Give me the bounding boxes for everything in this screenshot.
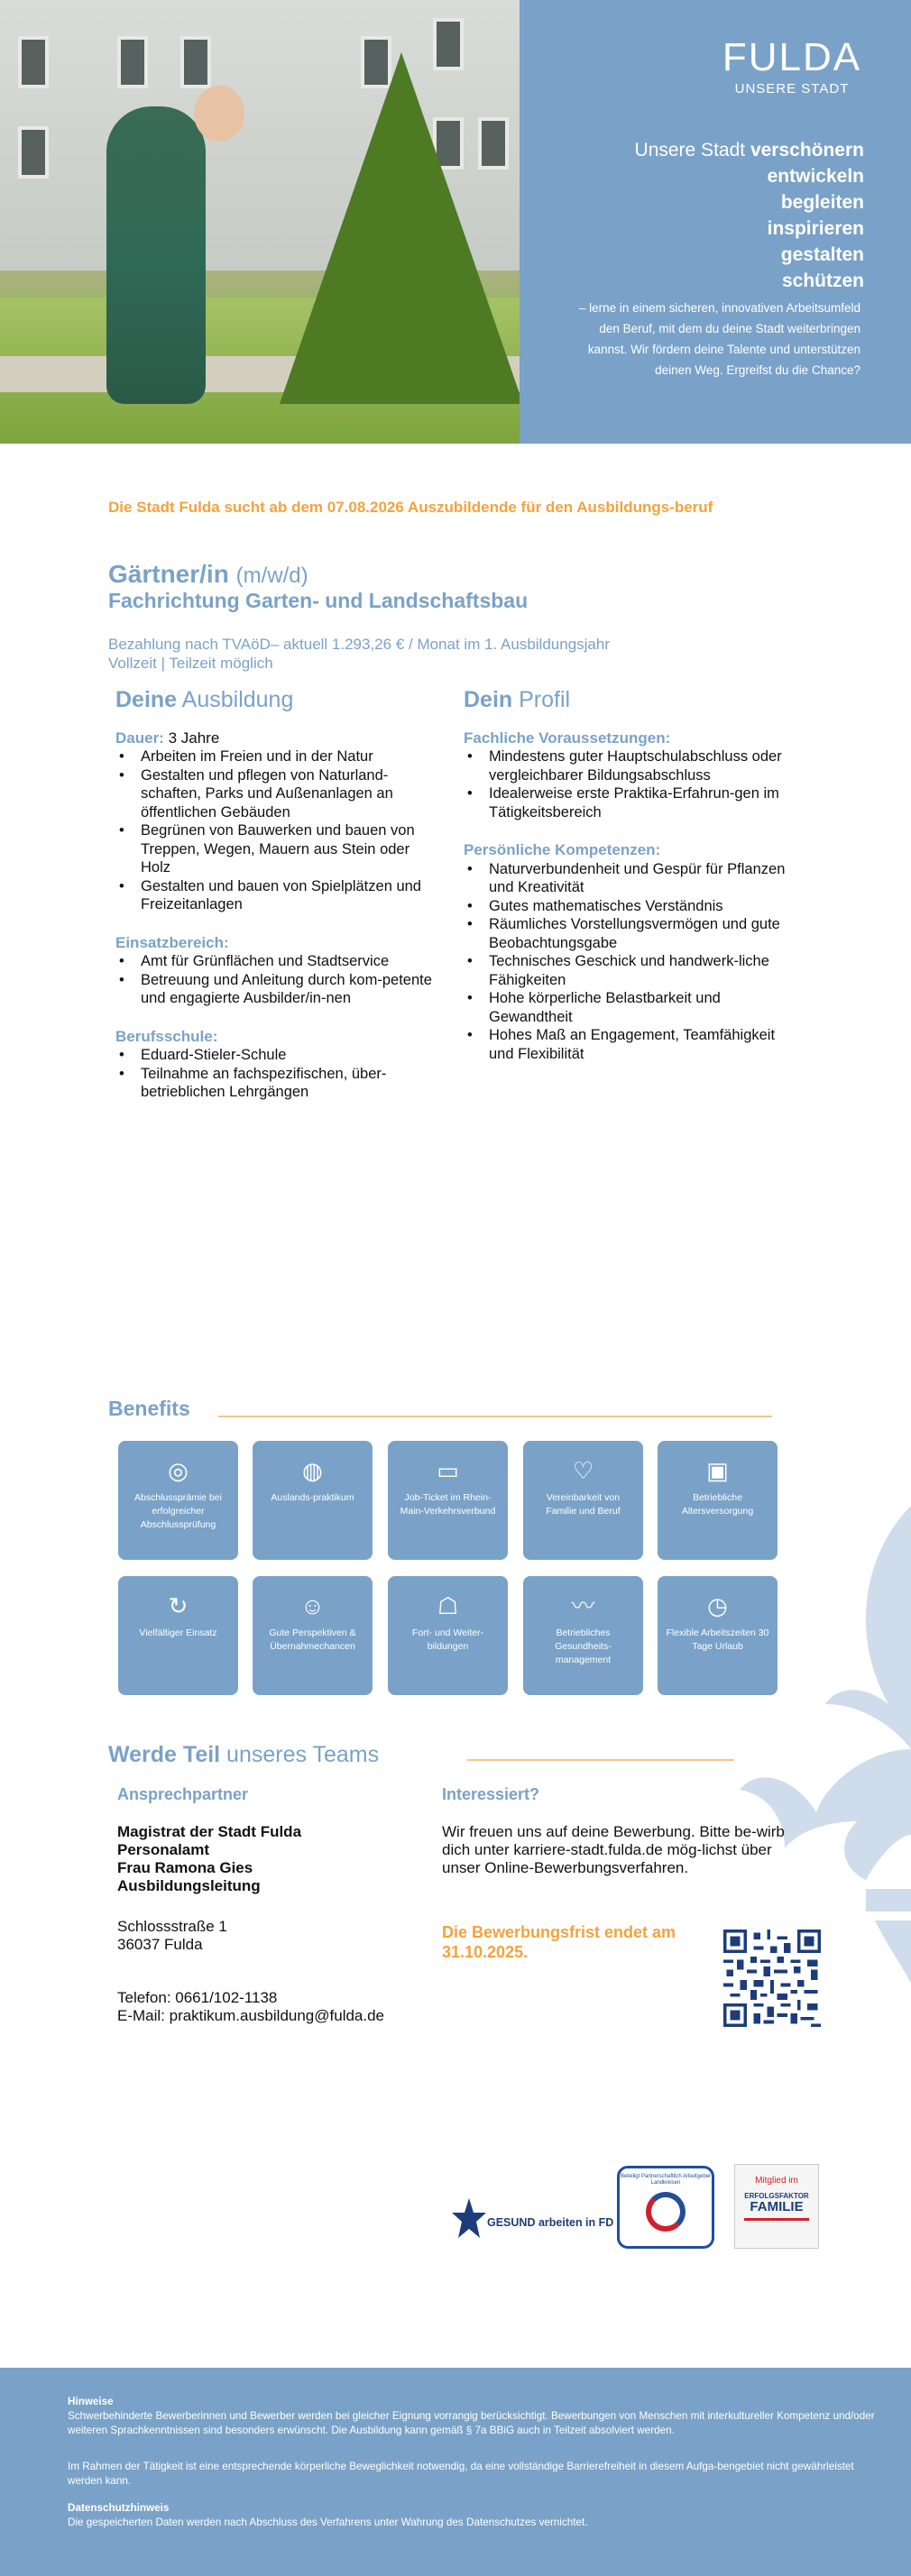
profil-heading: Dein Profil [464,687,571,712]
coin-stack-icon: ◎ [168,1457,189,1484]
ausbildung-heading: Deine Ausbildung [115,687,294,712]
list-item: • Mindestens guter Hauptschulabschluss oder vergleichbarer Bildungsabschluss [464,747,788,784]
presentation-icon: ☖ [437,1592,459,1619]
contact-organisation: Magistrat der Stadt Fulda Personalamt Frau Ramona Gies Ausbildungsleitung [117,1823,302,1894]
list-item: • Begrünen von Bauwerken und bauen von Treppen, Wegen, Mauern aus Stein oder Holz [115,821,440,877]
money-icon: ▣ [706,1457,729,1484]
application-deadline: Die Bewerbungsfrist endet am 31.10.2025. [442,1923,676,1961]
smiley-icon: ☺ [300,1592,325,1619]
benefits-heading: Benefits [108,1397,190,1420]
schule-label: Berufsschule: [115,1027,218,1045]
team-heading: Werde Teil unseres Teams [108,1742,380,1767]
pers-list [464,860,788,1064]
dauer-label: Dauer: 3 Jahre [115,729,220,747]
footer-notes: Hinweise Schwerbehinderte Bewerberinnen und Bewerber werden bei gleicher Eignung vorrangig berücksichtigt. Bewerbungen von Menschen mit interkultureller Kompetenz und/oder weiteren Sprachkenntnissen sind besonders erwünscht. Die Ausbildung kann gemäß § 7a BBiG auch in Teilzeit absolviert werden. Im Rahmen der Tätigkeit ist eine entsprechende körperliche Beweglichkeit notwendig, da eine vollständige Barrierefreiheit in diesem Aufga-bengebiet nicht gewährleistet werden kann. Datenschutzhinweis Die gespeicherten Daten werden nach Abschluss des Verfahrens unter Wahrung des Datenschutzes vernichtet. [0,2368,911,2576]
benefit-tile: ♡ Vereinbarkeit von Familie und Beruf [523,1441,643,1560]
ticket-icon: ▭ [437,1457,459,1484]
rotation-360-icon: ↻ [168,1592,189,1619]
benefit-tile: ☖ Fort- und Weiter-bildungen [388,1576,508,1695]
datenschutz-heading: Datenschutzhinweis [68,2502,170,2514]
list-item: • Idealerweise erste Praktika-Erfahrun-gen im Tätigkeitsbereich [464,784,788,821]
list-item: • Arbeiten im Freien und in der Natur [115,747,440,766]
hero-panel [520,0,911,444]
benefit-tile: ▣ Betriebliche Altersversorgung [658,1441,778,1560]
benefit-tile: ↻ Vielfältiger Einsatz [118,1576,238,1695]
hero-photo-gardener [0,0,520,444]
qr-code[interactable] [723,1930,821,2027]
dauer-list [115,747,440,914]
job-announcement: Die Stadt Fulda sucht ab dem 07.08.2026 Auszubildende für den Ausbildungs-beruf [108,499,713,516]
globe-icon: ◍ [302,1457,323,1484]
fach-list [464,747,788,821]
heartbeat-icon: 〰 [571,1592,595,1619]
hero-intro: – lerne in einem sicheren, innovativen Arbeitsumfeld den Beruf, mit dem du deine Stadt weiterbringen kannst. Wir fördern deine Talente und unterstützen deinen Weg. Ergreifst du die Chance? [578,301,860,377]
pers-label: Persönliche Kompetenzen: [464,841,661,858]
ausbildung-column [115,687,440,1102]
fulda-logo: FULDA UNSERE STADT [722,35,862,96]
list-item: • Hohe körperliche Belastbarkeit und Gewandtheit [464,989,788,1026]
hero-tagline: Unsere Stadt verschönern entwickeln begleiten inspirieren gestalten schützen [634,140,864,291]
list-item: • Räumliches Vorstellungsvermögen und gute Beobachtungsgabe [464,915,788,952]
topiary-tree [280,52,520,404]
interest-text: Wir freuen uns auf deine Bewerbung. Bitte be-wirb dich unter karriere-stadt.fulda.de mög-lichst über unser Online-Bewerbungsverfahren. [442,1823,785,1876]
divider [467,1759,734,1761]
interest-heading: Interessiert? [442,1785,540,1803]
einsatz-list [115,952,440,1008]
list-item: • Eduard-Stieler-Schule [115,1046,440,1065]
benefit-tile: ☺ Gute Perspektiven & Übernahmechancen [253,1576,373,1695]
divider [218,1416,772,1417]
list-item: • Gestalten und bauen von Spielplätzen und Freizeitanlagen [115,877,440,914]
benefit-tile: ▭ Job-Ticket im Rhein-Main-Verkehrsverbund [388,1441,508,1560]
email-link[interactable]: E-Mail: praktikum.ausbildung@fulda.de [117,2007,385,2024]
contact-address: Schlossstraße 1 36037 Fulda [117,1918,227,1953]
list-item: • Gestalten und pflegen von Naturland-schaften, Parks und Außenanlagen an öffentlichen Gebäuden [115,766,440,822]
arbeitgeber-badge-logo: Beteiligt Partnerschaftlich Arbeitgeber Landkreisen [617,2166,714,2249]
benefit-tile: ◍ Auslands-praktikum [253,1441,373,1560]
hero-banner [0,0,911,444]
list-item: • Technisches Geschick und handwerk-liche Fähigkeiten [464,952,788,989]
list-item: • Gutes mathematisches Verständnis [464,897,788,916]
job-pay: Bezahlung nach TVAöD– aktuell 1.293,26 € / Monat im 1. Ausbildungsjahr Vollzeit | Teilzeit möglich [108,636,611,672]
phone-text: Telefon: 0661/102-1138 [117,1989,278,2006]
gardener-figure [106,106,206,404]
job-subtitle: Fachrichtung Garten- und Landschaftsbau [108,589,529,612]
list-item: • Teilnahme an fachspezifischen, über-betrieblichen Lehrgängen [115,1065,440,1102]
contact-heading: Ansprechpartner [117,1785,249,1803]
schule-list [115,1046,440,1102]
fach-label: Fachliche Voraussetzungen: [464,729,671,747]
profil-column [464,687,788,1063]
benefit-tile: 〰 Betriebliches Gesundheits-management [523,1576,643,1695]
star-figure-icon [451,2196,487,2243]
list-item: • Naturverbundenheit und Gespür für Pflanzen und Kreativität [464,860,788,897]
family-icon: ♡ [572,1457,594,1484]
benefit-tile: ◎ Abschlussprämie bei erfolgreicher Abschlussprüfung [118,1441,238,1560]
clock-person-icon: ◷ [707,1592,728,1619]
gesund-arbeiten-logo: GESUND arbeiten in FD [451,2196,613,2247]
contact-phone-email [117,1989,384,2025]
hinweise-heading: Hinweise [68,2396,114,2407]
list-item: • Hohes Maß an Engagement, Teamfähigkeit und Flexibilität [464,1026,788,1063]
list-item: • Amt für Grünflächen und Stadtservice [115,952,440,971]
job-title: Gärtner/in (m/w/d) [108,560,308,588]
list-item: • Betreuung und Anleitung durch kom-petente und engagierte Ausbilder/in-nen [115,971,440,1008]
benefit-tile: ◷ Flexible Arbeitszeiten 30 Tage Urlaub [658,1576,778,1695]
erfolgsfaktor-familie-logo: Mitglied im ERFOLGSFAKTOR FAMILIE [734,2164,819,2249]
einsatz-label: Einsatzbereich: [115,933,229,951]
